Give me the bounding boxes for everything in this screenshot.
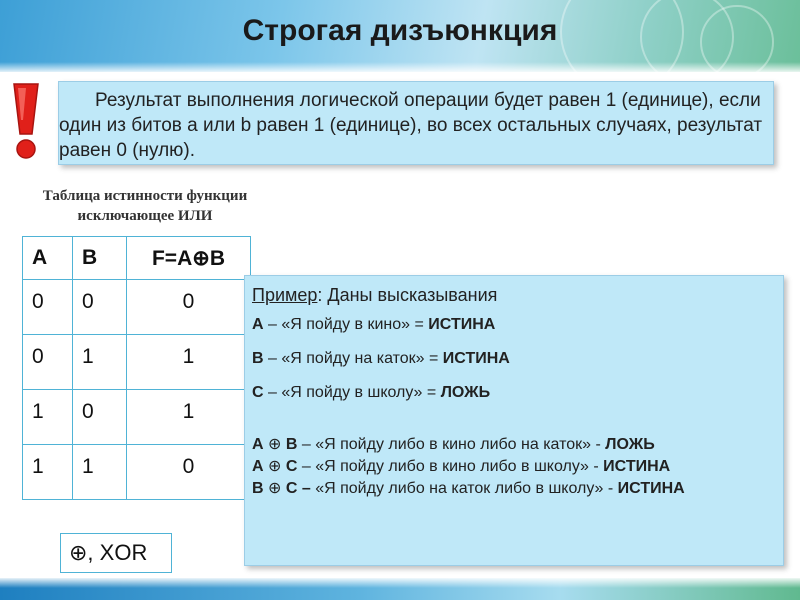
result-a: В: [252, 480, 264, 497]
statement-text: – «Я пойду на каток» =: [263, 350, 443, 367]
statement-value: ИСТИНА: [442, 350, 510, 367]
statement-var: В: [252, 350, 264, 367]
table-caption: [10, 186, 280, 226]
cell-a: 1: [23, 445, 73, 500]
table-row: [23, 390, 251, 445]
result-op: ⊕: [263, 436, 286, 453]
statement-line: [252, 314, 775, 336]
exclamation-icon: [6, 80, 46, 162]
example-box: [244, 275, 784, 566]
table-row: [23, 280, 251, 335]
cell-f: 0: [127, 445, 251, 500]
xor-symbol: ⊕,: [69, 540, 94, 565]
cell-a: 0: [23, 280, 73, 335]
statement-var: А: [252, 316, 264, 333]
result-text: – «Я пойду либо в кино либо на каток» -: [297, 436, 606, 453]
header-a: A: [23, 237, 73, 280]
result-text: «Я пойду либо на каток либо в школу» -: [310, 480, 618, 497]
definition-note: [58, 81, 774, 165]
statement-value: ЛОЖЬ: [440, 384, 491, 401]
result-value: ИСТИНА: [603, 458, 671, 475]
cell-b: 1: [73, 445, 127, 500]
cell-b: 0: [73, 390, 127, 445]
cell-a: 0: [23, 335, 73, 390]
header-f: F=A⊕B: [127, 237, 251, 280]
cell-b: 1: [73, 335, 127, 390]
result-op: ⊕: [263, 480, 286, 497]
result-line: [252, 478, 775, 500]
result-a: А: [252, 458, 264, 475]
statement-line: [252, 348, 775, 370]
statement-text: – «Я пойду в кино» =: [263, 316, 429, 333]
spacer: [252, 416, 775, 434]
footer-band: [0, 578, 800, 600]
cell-a: 1: [23, 390, 73, 445]
statement-line: [252, 382, 775, 404]
truth-table: [22, 236, 251, 500]
example-heading: [252, 282, 775, 308]
table-caption-line: исключающее ИЛИ: [77, 208, 213, 224]
result-b: С: [285, 458, 298, 475]
result-a: А: [252, 436, 264, 453]
xor-notation-box: [60, 533, 172, 573]
cell-f: 1: [127, 390, 251, 445]
example-label: Пример: [252, 285, 318, 305]
result-op: ⊕: [263, 458, 286, 475]
result-text: – «Я пойду либо в кино либо в школу» -: [297, 458, 604, 475]
cell-f: 0: [127, 280, 251, 335]
header-b: B: [73, 237, 127, 280]
result-b: С –: [285, 480, 311, 497]
table-header-row: [23, 237, 251, 280]
definition-text: Результат выполнения логической операции будет равен 1 (единице), если один из битов a или b равен 1 (единице), во всех остальных случаях, результат равен 0 (нулю).: [59, 90, 763, 161]
page-title: Строгая дизъюнкция: [242, 14, 558, 47]
result-line: [252, 434, 775, 456]
table-row: [23, 335, 251, 390]
example-heading-rest: : Даны высказывания: [317, 285, 498, 305]
result-line: [252, 456, 775, 478]
statement-text: – «Я пойду в школу» =: [263, 384, 441, 401]
statement-value: ИСТИНА: [428, 316, 496, 333]
cell-f: 1: [127, 335, 251, 390]
table-row: [23, 445, 251, 500]
result-value: ЛОЖЬ: [605, 436, 655, 453]
result-value: ИСТИНА: [617, 480, 685, 497]
cell-b: 0: [73, 280, 127, 335]
table-caption-line: Таблица истинности функции: [42, 188, 248, 204]
result-b: В: [285, 436, 298, 453]
statement-var: С: [252, 384, 264, 401]
xor-text: XOR: [99, 540, 148, 565]
